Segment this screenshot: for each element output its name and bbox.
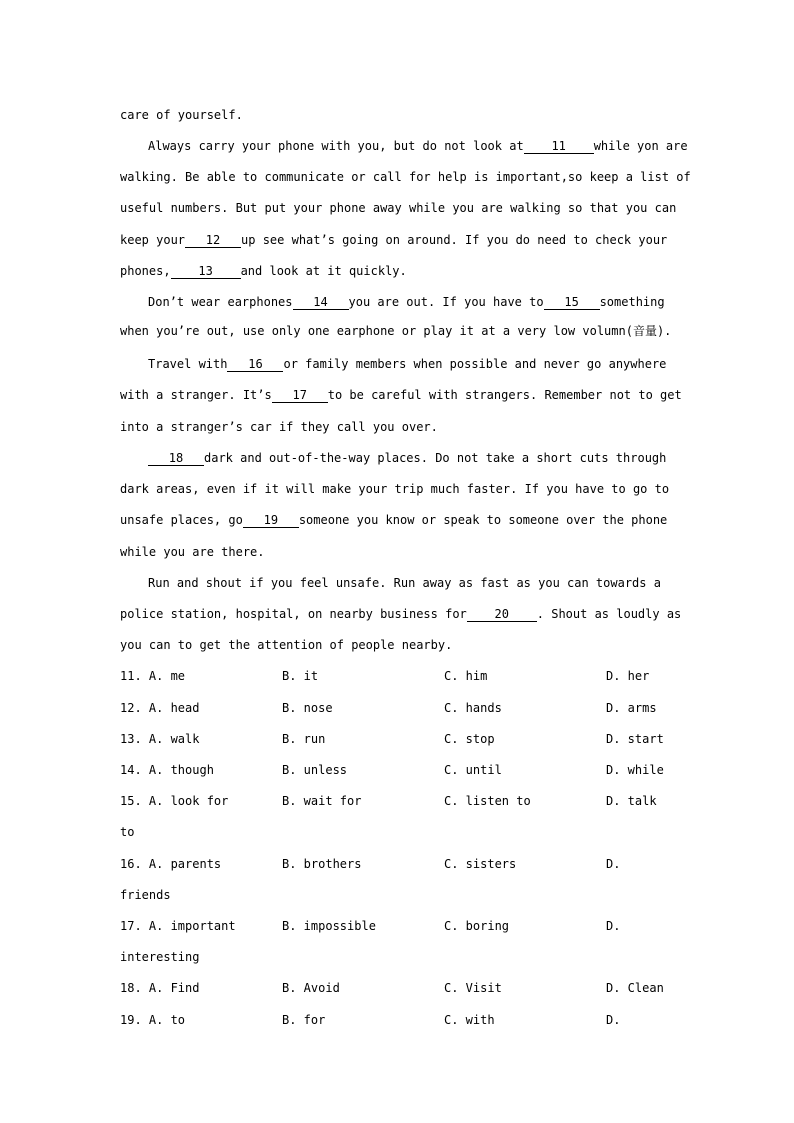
option-wrap: friends xyxy=(120,888,171,902)
option-c: C. listen to xyxy=(444,794,531,808)
option-d: D. while xyxy=(606,763,664,777)
text: you can to get the attention of people nearby. xyxy=(120,638,453,652)
blank-19: 19 xyxy=(243,514,299,528)
blank-18: 18 xyxy=(148,452,204,466)
option-d: D. Clean xyxy=(606,981,664,995)
option-c: C. until xyxy=(444,763,502,777)
passage-line xyxy=(120,262,676,280)
passage-line xyxy=(120,199,676,217)
option-a: 15. A. look for xyxy=(120,794,229,808)
option-b: B. for xyxy=(282,1013,326,1027)
text: unsafe places, go xyxy=(120,513,243,527)
option-a: 14. A. though xyxy=(120,763,214,777)
text: while yon are xyxy=(593,139,688,153)
option-d: D. xyxy=(606,1013,621,1027)
passage-line xyxy=(120,543,676,561)
blank-14: 14 xyxy=(293,296,349,310)
option-a: 16. A. parents xyxy=(120,857,222,871)
option-c: C. boring xyxy=(444,919,510,933)
blank-16: 16 xyxy=(227,358,283,372)
blank-11: 11 xyxy=(524,140,594,154)
text: Run and shout if you feel unsafe. Run away as fast as you can towards a xyxy=(148,576,661,590)
option-c: C. Visit xyxy=(444,981,502,995)
passage-line xyxy=(120,605,682,623)
option-c: C. with xyxy=(444,1013,495,1027)
option-b: B. it xyxy=(282,669,319,683)
passage-line xyxy=(148,574,676,592)
text: Don’t wear earphones xyxy=(148,295,293,309)
option-wrap: interesting xyxy=(120,950,200,964)
option-b: B. wait for xyxy=(282,794,362,808)
passage-line xyxy=(148,137,688,155)
passage-line xyxy=(120,168,691,186)
passage-line xyxy=(148,355,676,373)
option-d: D. talk xyxy=(606,794,657,808)
option-a: 11. A. me xyxy=(120,669,186,683)
option-c: C. him xyxy=(444,669,488,683)
text: with a stranger. It’s xyxy=(120,388,272,402)
option-c: C. sisters xyxy=(444,857,517,871)
option-a: 12. A. head xyxy=(120,701,200,715)
passage-line xyxy=(120,386,682,404)
text: Always carry your phone with you, but do not look at xyxy=(148,139,524,153)
text: up see what’s going on around. If you do need to check your xyxy=(241,233,668,247)
text: something xyxy=(599,295,665,309)
text: phones, xyxy=(120,264,171,278)
blank-15: 15 xyxy=(544,296,600,310)
text: or family members when possible and never go anywhere xyxy=(283,357,667,371)
text: and look at it quickly. xyxy=(240,264,407,278)
passage-line xyxy=(120,106,676,124)
text: . Shout as loudly as xyxy=(536,607,682,621)
option-a: 19. A. to xyxy=(120,1013,186,1027)
option-a: 17. A. important xyxy=(120,919,236,933)
option-b: B. unless xyxy=(282,763,348,777)
text: dark and out-of-the-way places. Do not take a short cuts through xyxy=(204,451,667,465)
blank-20: 20 xyxy=(467,608,537,622)
text: police station, hospital, on nearby business for xyxy=(120,607,467,621)
text: walking. Be able to communicate or call for help is important,so keep a list of xyxy=(120,170,691,184)
passage-line xyxy=(120,636,676,654)
text: dark areas, even if it will make your trip much faster. If you have to go to xyxy=(120,482,670,496)
passage-line xyxy=(148,449,676,467)
option-b: B. brothers xyxy=(282,857,362,871)
option-a: 18. A. Find xyxy=(120,981,200,995)
option-b: B. nose xyxy=(282,701,333,715)
text: when you’re out, use only one earphone or play it at a very low volumn(音量). xyxy=(120,324,672,338)
option-c: C. stop xyxy=(444,732,495,746)
blank-17: 17 xyxy=(272,389,328,403)
passage-line xyxy=(148,293,676,311)
text: care of yourself. xyxy=(120,108,243,122)
text: someone you know or speak to someone over the phone xyxy=(298,513,668,527)
passage-line xyxy=(120,231,676,249)
option-d: D. xyxy=(606,857,621,871)
option-c: C. hands xyxy=(444,701,502,715)
text: into a stranger’s car if they call you over. xyxy=(120,420,438,434)
passage-line xyxy=(120,418,676,436)
option-d: D. her xyxy=(606,669,650,683)
option-d: D. start xyxy=(606,732,664,746)
text: useful numbers. But put your phone away while you are walking so that you can xyxy=(120,201,677,215)
option-b: B. impossible xyxy=(282,919,376,933)
blank-13: 13 xyxy=(171,265,241,279)
option-a: 13. A. walk xyxy=(120,732,200,746)
blank-12: 12 xyxy=(185,234,241,248)
passage-line xyxy=(120,511,676,529)
text: Travel with xyxy=(148,357,228,371)
option-wrap: to xyxy=(120,825,135,839)
option-d: D. xyxy=(606,919,621,933)
passage-line xyxy=(120,480,676,498)
text: keep your xyxy=(120,233,186,247)
text: you are out. If you have to xyxy=(348,295,544,309)
text: while you are there. xyxy=(120,545,265,559)
option-b: B. Avoid xyxy=(282,981,340,995)
passage-line xyxy=(120,322,676,340)
option-b: B. run xyxy=(282,732,326,746)
option-d: D. arms xyxy=(606,701,657,715)
text: to be careful with strangers. Remember not to get xyxy=(327,388,682,402)
